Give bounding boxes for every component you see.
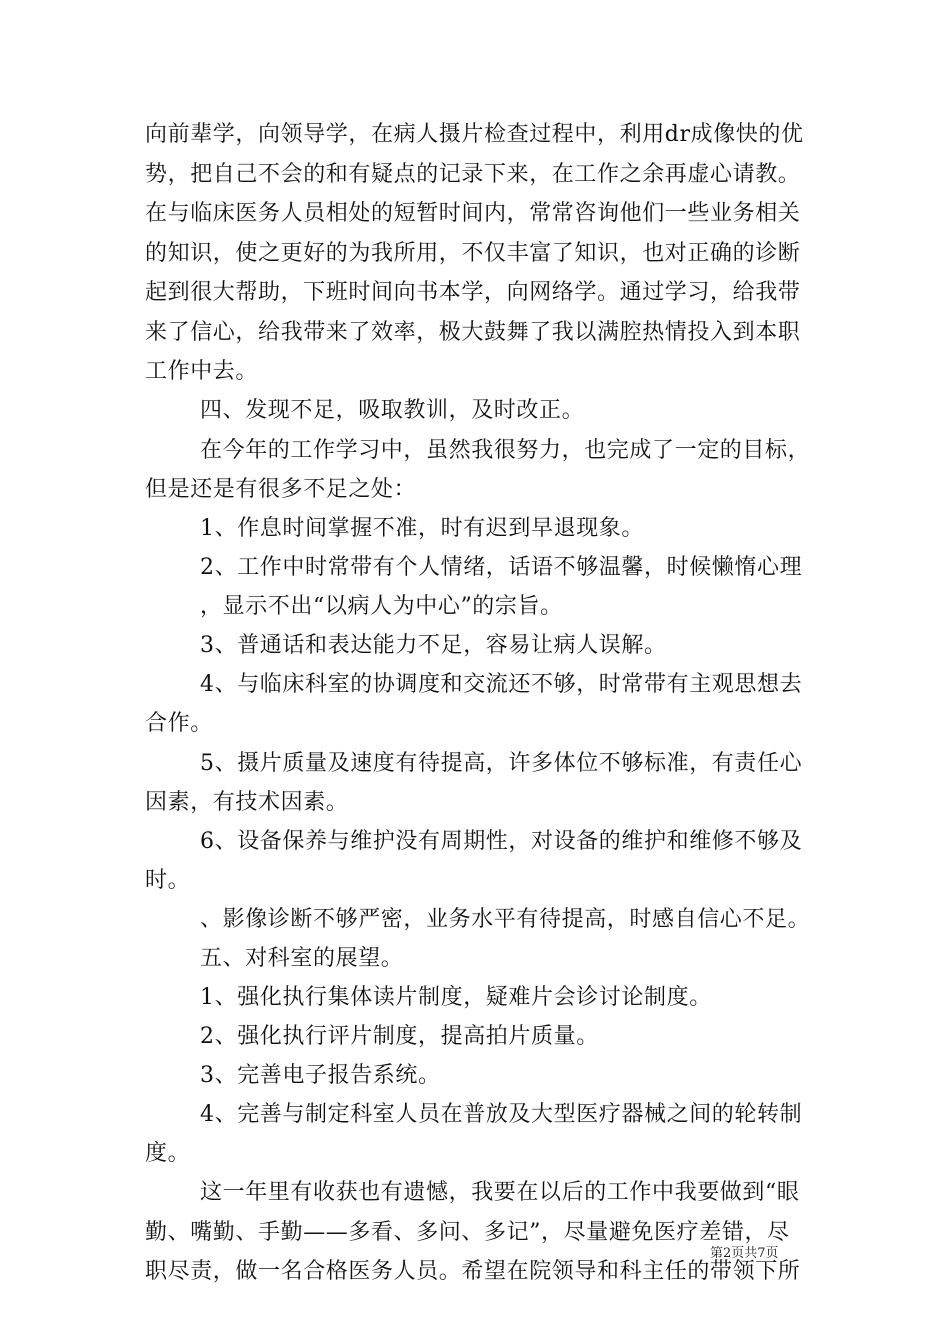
list-item: 3、完善电子报告系统。 [200, 1063, 441, 1088]
text-line: 这一年里有收获也有遗憾，我要在以后的工作中我要做到“眼 [200, 1180, 800, 1205]
section-heading: 五、对科室的展望。 [200, 946, 404, 971]
list-item-continuation: 度。 [145, 1141, 191, 1166]
text-line: 但是还是有很多不足之处： [145, 477, 417, 502]
list-item-continuation: 因素，有技术因素。 [145, 790, 349, 815]
list-item: 4、完善与制定科室人员在普放及大型医疗器械之间的轮转制 [200, 1102, 803, 1127]
text-line: 势，把自己不会的和有疑点的记录下来，在工作之余再虚心请教。 [145, 162, 801, 187]
list-item: 6、设备保养与维护没有周期性，对设备的维护和维修不够及 [200, 829, 803, 854]
text-line: 来了信心，给我带来了效率，极大鼓舞了我以满腔热情投入到本职 [145, 320, 801, 345]
text-line: 起到很大帮助，下班时间向书本学，向网络学。通过学习，给我带 [145, 280, 801, 305]
list-item: 1、强化执行集体读片制度，疑难片会诊讨论制度。 [200, 985, 712, 1010]
text-line: 工作中去。 [145, 359, 259, 384]
text-line: 勤、嘴勤、手勤——多看、多问、多记”，尽量避免医疗差错，尽 [145, 1220, 790, 1245]
list-item-continuation: 时。 [145, 868, 191, 893]
section-heading: 四、发现不足，吸取教训，及时改正。 [200, 398, 585, 423]
list-item-continuation: ，显示不出“以病人为中心”的宗旨。 [200, 594, 563, 619]
text-line: 在今年的工作学习中，虽然我很努力，也完成了一定的目标， [200, 438, 811, 463]
list-item: 2、强化执行评片制度，提高拍片质量。 [200, 1024, 599, 1049]
list-item: 5、摄片质量及速度有待提高，许多体位不够标准，有责任心 [200, 751, 803, 776]
list-item: 2、工作中时常带有个人情绪，话语不够温馨，时候懒惰心理 [200, 555, 803, 580]
list-item: 4、与临床科室的协调度和交流还不够，时常带有主观思想去 [200, 672, 803, 697]
text-line: 的知识，使之更好的为我所用，不仅丰富了知识，也对正确的诊断 [145, 241, 801, 266]
page-number: 第2页共7页 [710, 1246, 779, 1261]
list-item-continuation: 合作。 [145, 711, 213, 736]
list-item: 、影像诊断不够严密，业务水平有待提高，时感自信心不足。 [200, 907, 811, 932]
text-line: 向前辈学，向领导学，在病人摄片检查过程中，利用dr成像快的优 [145, 122, 804, 147]
text-line: 在与临床医务人员相处的短暂时间内，常常咨询他们一些业务相关 [145, 201, 801, 226]
list-item: 3、普通话和表达能力不足，容易让病人误解。 [200, 633, 667, 658]
list-item: 1、作息时间掌握不准，时有迟到早退现象。 [200, 516, 644, 541]
text-line: 职尽责，做一名合格医务人员。希望在院领导和科主任的带领下所 [145, 1259, 801, 1284]
